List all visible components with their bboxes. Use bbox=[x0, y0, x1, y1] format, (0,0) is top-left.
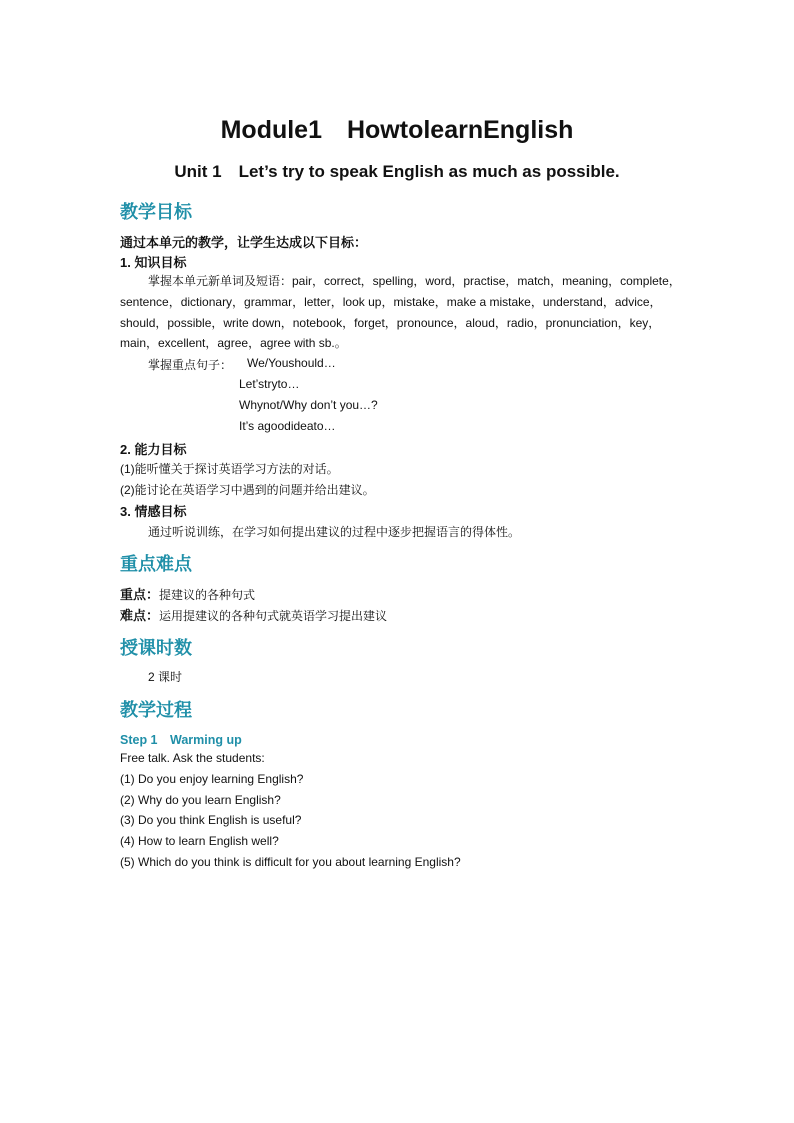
key-sentence: It’s agoodideato… bbox=[239, 419, 336, 433]
process-heading: 教学过程 bbox=[120, 700, 192, 720]
difficult-label: 难点： bbox=[120, 608, 160, 623]
key-text: 提建议的各种句式 bbox=[159, 588, 256, 602]
emotion-text: 通过听说训练，在学习如何提出建议的过程中逐步把握语言的得体性。 bbox=[148, 525, 521, 539]
module-title: Module1 HowtolearnEnglish bbox=[220, 116, 574, 144]
ability-item: (1)能听懂关于探讨英语学习方法的对话。 bbox=[120, 462, 339, 476]
key-label: 重点： bbox=[120, 587, 160, 602]
knowledge-heading: 1. 知识目标 bbox=[120, 255, 187, 270]
key-sentence: We/Youshould… bbox=[247, 356, 336, 370]
objectives-intro: 通过本单元的教学，让学生达成以下目标： bbox=[120, 235, 368, 250]
question-item: (5) Which do you think is difficult for you about learning English? bbox=[120, 855, 461, 869]
objectives-heading: 教学目标 bbox=[120, 202, 192, 222]
free-talk-intro: Free talk. Ask the students: bbox=[120, 751, 265, 765]
difficult-text: 运用提建议的各种句式就英语学习提出建议 bbox=[159, 609, 388, 623]
key-sentence: Let’stryto… bbox=[239, 377, 300, 391]
hours-text: 2 课时 bbox=[148, 670, 183, 684]
vocab-paragraph: 掌握本单元新单词及短语：pair，correct，spelling，word，practise，match，meaning，complete，sentence，dictionary，grammar，letter，look up，mistake，make a mistake，understand，advice，should，possible，write down，notebook，forget，pronounce，aloud，radio，pronunciation，key，main，excellent，agree，agree with sb.。 bbox=[120, 274, 681, 351]
step-heading: Step 1 Warming up bbox=[120, 733, 242, 747]
ability-item: (2)能讨论在英语学习中遇到的问题并给出建议。 bbox=[120, 483, 375, 497]
question-item: (1) Do you enjoy learning English? bbox=[120, 772, 304, 786]
question-item: (3) Do you think English is useful? bbox=[120, 813, 302, 827]
key-sentence: Whynot/Why don’t you…? bbox=[239, 398, 378, 412]
sentence-label: 掌握重点句子： bbox=[148, 358, 233, 372]
emotion-heading: 3. 情感目标 bbox=[120, 504, 187, 519]
ability-heading: 2. 能力目标 bbox=[120, 442, 187, 457]
difficult-point-row bbox=[120, 605, 387, 624]
hours-heading: 授课时数 bbox=[120, 638, 192, 658]
key-points-heading: 重点难点 bbox=[120, 554, 192, 574]
key-point-row bbox=[120, 584, 255, 603]
unit-subtitle: Unit 1 Let’s try to speak English as much as possible. bbox=[174, 162, 620, 181]
question-item: (2) Why do you learn English? bbox=[120, 793, 281, 807]
question-item: (4) How to learn English well? bbox=[120, 834, 279, 848]
